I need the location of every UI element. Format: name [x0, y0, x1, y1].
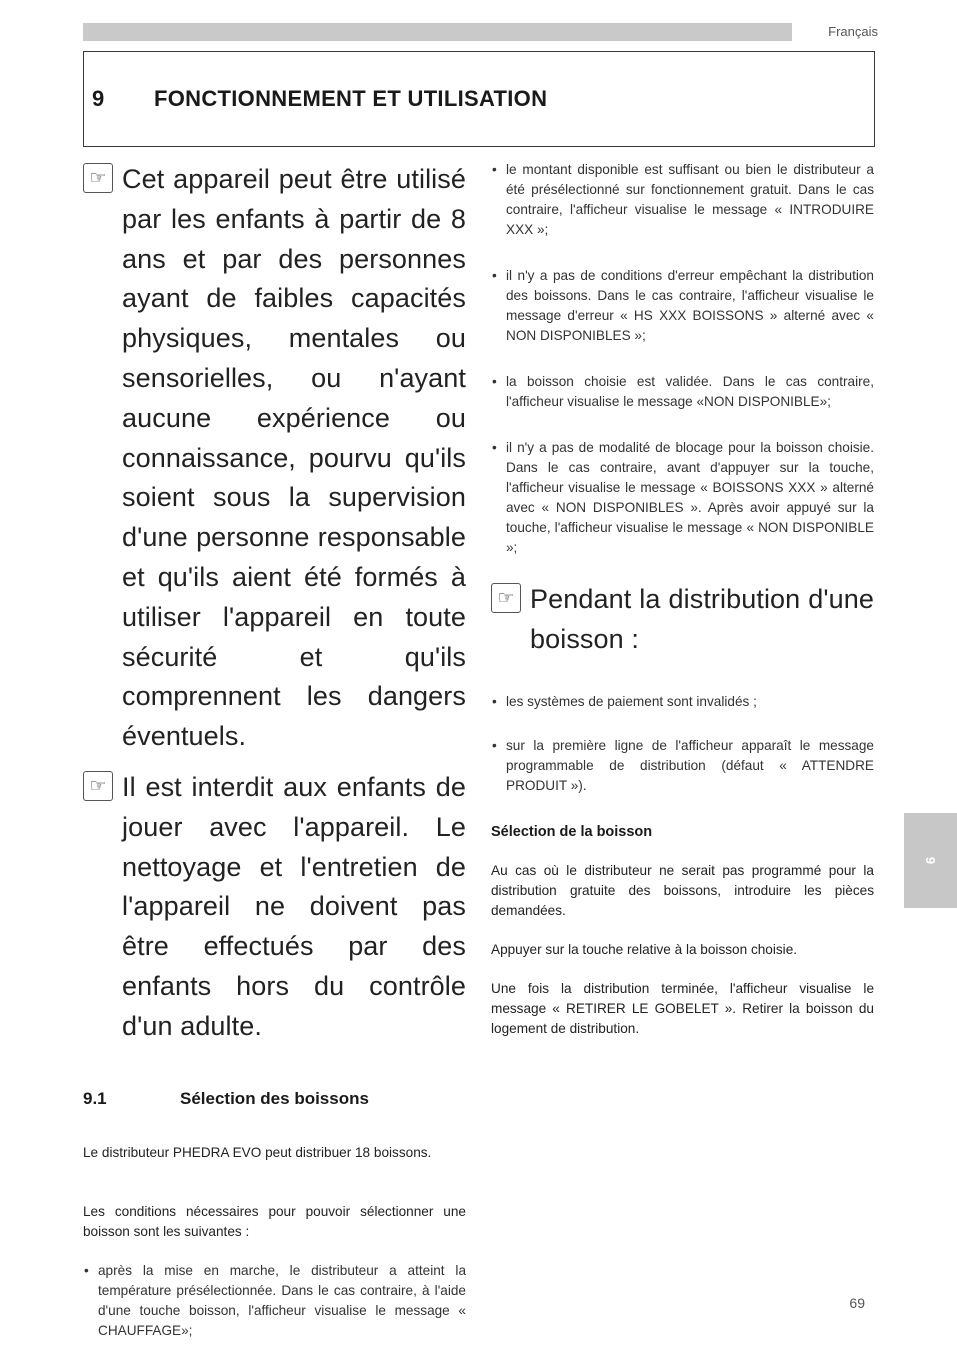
note-text: Il est interdit aux enfants de jouer avec l'appareil. Le nettoyage et l'entretien de l'appareil ne doivent pas être effectués par des enfants hors du contrôle d'un adulte.	[122, 771, 466, 1041]
list-item-text: le montant disponible est suffisant ou bien le distributeur a été présélectionné sur fonctionnement gratuit. Dans le cas contraire, l'afficheur visualise le message « INTRODUIRE XXX »;	[506, 162, 874, 237]
list-item	[491, 736, 874, 796]
pointing-hand-icon: ☞	[491, 583, 521, 613]
list-item-text: il n'y a pas de conditions d'erreur empêchant la distribution des boissons. Dans le cas contraire, l'afficheur visualise le message d'erreur « HS XXX BOISSONS » alterné avec « NON DISPONIBLES »;	[506, 268, 874, 343]
dispensing-note	[491, 580, 874, 660]
bullet-marker: •	[84, 1262, 89, 1278]
list-item	[491, 692, 874, 712]
header-bar	[83, 23, 792, 41]
paragraph: Au cas où le distributeur ne serait pas programmé pour la distribution gratuite des boissons, introduire les pièces demandées.	[491, 862, 874, 918]
list-item-text: sur la première ligne de l'afficheur apparaît le message programmable de distribution (défaut « ATTENDRE PRODUIT »).	[506, 737, 874, 793]
chapter-number: 9	[92, 86, 105, 111]
paragraph: Appuyer sur la touche relative à la boisson choisie.	[491, 941, 798, 957]
list-item	[83, 1261, 466, 1341]
subheading: Sélection de la boisson	[491, 823, 653, 840]
section-number: 9.1	[83, 1088, 107, 1108]
right-column	[491, 160, 874, 1039]
list-item	[491, 372, 874, 412]
bullet-marker: •	[492, 440, 497, 455]
section-title: Sélection des boissons	[180, 1088, 369, 1108]
chapter-header	[83, 51, 875, 147]
side-tab-label: 9	[922, 856, 938, 865]
section-heading	[83, 1089, 466, 1113]
note-text: Pendant la distribution d'une boisson :	[530, 584, 874, 654]
safety-note-children	[83, 160, 466, 757]
list-item-text: les systèmes de paiement sont invalidés ;	[506, 693, 757, 709]
chapter-title: FONCTIONNEMENT ET UTILISATION	[154, 86, 548, 111]
bullet-marker: •	[492, 162, 497, 177]
list-item-text: la boisson choisie est validée. Dans le cas contraire, l'afficheur visualise le message «NON DISPONIBLE»;	[506, 374, 874, 409]
page-number: 69	[849, 1295, 865, 1311]
chapter-side-tab	[904, 813, 957, 908]
bullet-marker: •	[492, 737, 497, 753]
note-text: Cet appareil peut être utilisé par les enfants à partir de 8 ans et par des personnes ayant de faibles capacités physiques, mentales ou sensorielles, ou n'ayant aucune expérience ou connaissance, pourvu qu'ils soient sous la supervision d'une personne responsable et qu'ils aient été formés à utiliser l'appareil en toute sécurité et qu'ils comprennent les dangers éventuels.	[122, 164, 466, 752]
left-column	[83, 160, 466, 1341]
safety-note-play	[83, 768, 466, 1047]
list-item-text: il n'y a pas de modalité de blocage pour la boisson choisie. Dans le cas contraire, avant d'appuyer sur la touche, l'afficheur visualise le message « BOISSONS XXX » alterné avec « NON DISPONIBLES ». Après avoir appuyé sur la touche, l'afficheur visualise le message « NON DISPONIBLE »;	[506, 440, 874, 555]
paragraph: Le distributeur PHEDRA EVO peut distribuer 18 boissons.	[83, 1144, 432, 1160]
paragraph: Une fois la distribution terminée, l'afficheur visualise le message « RETIRER LE GOBELET ». Retirer la boisson du logement de distribution.	[491, 980, 874, 1036]
bullet-marker: •	[492, 374, 497, 389]
pointing-hand-icon: ☞	[83, 163, 113, 193]
bullet-marker: •	[492, 693, 497, 709]
list-item	[491, 160, 874, 240]
language-label: Français	[828, 24, 878, 39]
pointing-hand-icon: ☞	[83, 771, 113, 801]
list-item	[491, 266, 874, 346]
list-item	[491, 438, 874, 558]
list-item-text: après la mise en marche, le distributeur a atteint la température présélectionnée. Dans le cas contraire, à l'aide d'une touche boisson, l'afficheur visualise le message « CHAUFFAGE»;	[98, 1262, 466, 1338]
bullet-marker: •	[492, 268, 497, 283]
paragraph: Les conditions nécessaires pour pouvoir sélectionner une boisson sont les suivantes :	[83, 1203, 466, 1239]
